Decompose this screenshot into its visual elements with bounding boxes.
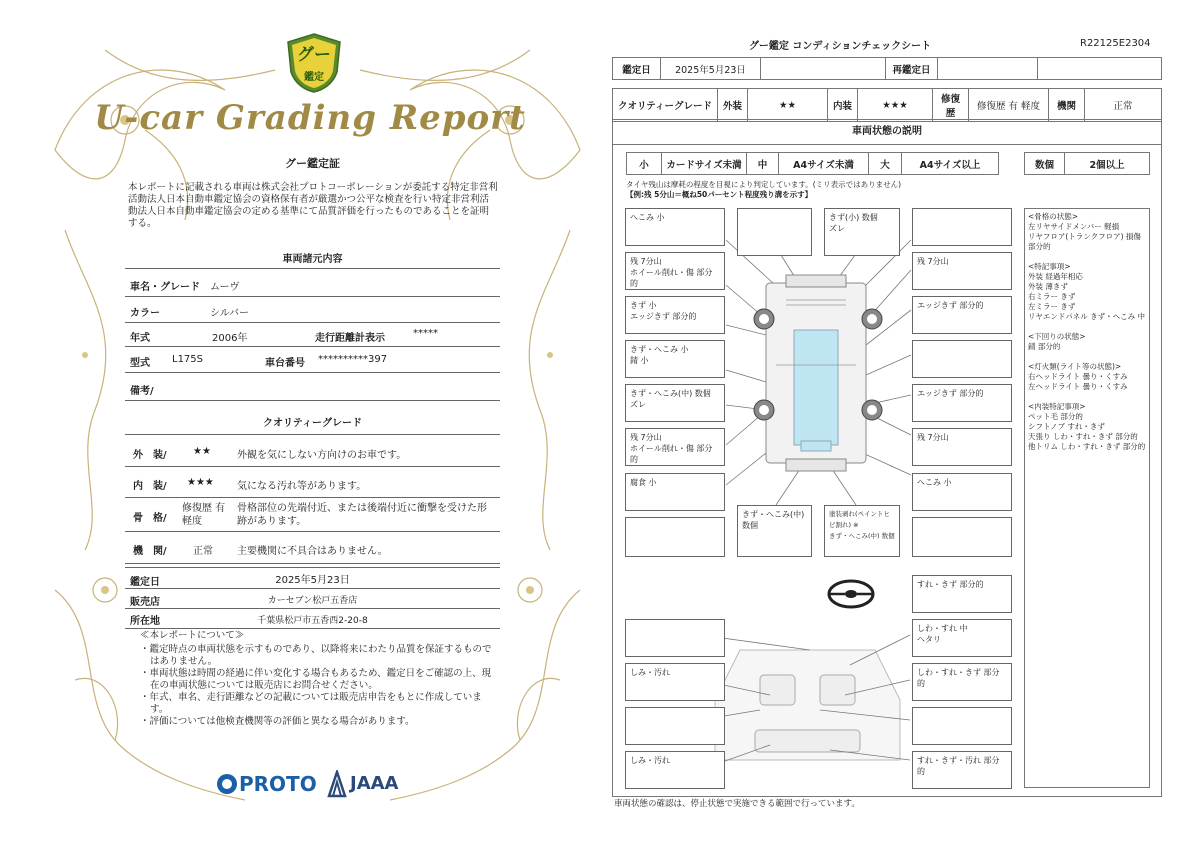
tire-legend xyxy=(626,180,901,200)
appraisal-value: 千葉県松戸市五香西2-20-8 xyxy=(257,616,368,626)
callout-driver-seat: しわ・すれ 中 ヘタリ xyxy=(912,619,1012,657)
condition-box-title: 車両状態の説明 xyxy=(612,119,1162,145)
blank-cell xyxy=(1038,58,1162,80)
divider xyxy=(125,268,500,269)
callout-rear-seat-right: すれ・きず・汚れ 部分的 xyxy=(912,751,1012,789)
appraisal-value: 2025年5月23日 xyxy=(275,575,350,586)
callout-top-2: きず(小) 数個 ズレ xyxy=(824,208,900,256)
spec-value-2: ***** xyxy=(413,328,438,339)
spec-value: L175S xyxy=(172,354,204,365)
reappraisal-label: 再鑑定日 xyxy=(886,58,938,80)
size-legend-table xyxy=(626,152,999,175)
callout-interior-right-4 xyxy=(912,707,1012,745)
callout-interior-left-1 xyxy=(625,619,725,657)
appraisal-label: 所在地 xyxy=(130,616,160,627)
appraisal-value: カーセブン松戸五香店 xyxy=(267,596,358,606)
quality-label: 骨 格/ xyxy=(133,513,167,524)
count-label: 数個 xyxy=(1025,153,1065,175)
exterior-value: ★★ xyxy=(748,89,828,122)
callout-front-right-tire: 残 7分山 xyxy=(912,252,1012,290)
certificate-text: 本レポートに記載される車両は株式会社プロトコーポレーションが委託する特定非営利活動法人日本自動車鑑定協会の資格保有者が厳選かつ公平な検査を行い特定非営利活動法人日本自動車鑑定協会の定める基準にて品質評価を行ったものであることを証明する。 xyxy=(128,182,498,229)
date-table xyxy=(612,57,1162,80)
quality-desc: 外観を気にしない方向けのお車です。 xyxy=(237,450,407,461)
spec-row-color xyxy=(125,297,500,323)
size-medium: 中 xyxy=(747,153,779,175)
repair-value: 修復歴 有 軽度 xyxy=(969,89,1049,122)
spec-value-2: **********397 xyxy=(318,354,388,365)
quality-desc: 気になる汚れ等があります。 xyxy=(237,481,367,492)
repair-label: 修復歴 xyxy=(933,89,969,122)
interior-label: 内装 xyxy=(828,89,858,122)
quality-desc: 主要機関に不具合はありません。 xyxy=(237,546,388,557)
spec-label: 備考/ xyxy=(130,386,154,397)
appraisal-date-row xyxy=(125,567,500,589)
sheet-footer: 車両状態の確認は、停止状態で実施できる範囲で行っています。 xyxy=(614,799,860,809)
callout-interior-left-3 xyxy=(625,707,725,745)
quality-row-interior xyxy=(125,467,500,498)
spec-row-name xyxy=(125,270,500,297)
quality-desc: 骨格部位の先端付近、または後端付近に衝撃を受けた形跡があります。 xyxy=(237,503,487,527)
grade-table xyxy=(612,88,1162,122)
proto-logo-icon xyxy=(215,772,239,796)
quality-grade-label: クオリティーグレード xyxy=(613,89,718,122)
spec-value: 2006年 xyxy=(212,333,248,344)
note-item: ・車両状態は時間の経過に伴い変化する場合もあるため、鑑定日をご確認の上、現在の車両状態については販売店にお問合せください。 xyxy=(140,668,492,691)
callout-front-right-fender: エッジきず 部分的 xyxy=(912,296,1012,334)
size-small-desc: カードサイズ未満 xyxy=(662,153,747,175)
quality-label: 機 関/ xyxy=(133,546,167,557)
appraisal-label: 販売店 xyxy=(130,597,160,608)
exterior-label: 外装 xyxy=(718,89,748,122)
callout-top-3 xyxy=(912,208,1012,246)
reappraisal-value xyxy=(938,58,1038,80)
count-legend-table xyxy=(1024,152,1150,175)
callout-left-rear-interior: しみ・汚れ xyxy=(625,751,725,789)
callout-left-front-door: きず・へこみ 小 錆 小 xyxy=(625,340,725,378)
callout-bottom-1 xyxy=(625,517,725,557)
quality-heading: クオリティーグレード xyxy=(263,418,362,429)
divider xyxy=(125,434,500,435)
quality-grade: 修復歴 有 軽度 xyxy=(182,503,226,527)
callout-bottom-4 xyxy=(912,517,1012,557)
report-notes xyxy=(140,630,495,728)
engine-value: 正常 xyxy=(1085,89,1162,122)
callout-bottom-3: 塗装剥れ(ペイントヒビ割れ) ※ きず・へこみ(中) 数個 xyxy=(824,505,900,557)
proto-logo-text: PROTO xyxy=(239,772,317,796)
quality-grade: ★★ xyxy=(193,446,211,457)
callout-steering: すれ・きず 部分的 xyxy=(912,575,1012,613)
callout-rear-right-tire: 残 7分山 xyxy=(912,428,1012,466)
size-large-desc: A4サイズ以上 xyxy=(902,153,999,175)
certificate-title: グー鑑定証 xyxy=(285,157,340,170)
spec-row-year xyxy=(125,323,500,347)
date-value: 2025年5月23日 xyxy=(661,58,761,80)
car-interior-diagram xyxy=(700,620,915,780)
specs-heading: 車両諸元内容 xyxy=(282,254,343,265)
spec-value: シルバー xyxy=(210,308,250,319)
blank-cell xyxy=(761,58,886,80)
quality-grade: ★★★ xyxy=(187,477,214,488)
spec-label: 型式 xyxy=(130,358,150,369)
callout-front-left-bumper: へこみ 小 xyxy=(625,208,725,246)
size-small: 小 xyxy=(627,153,662,175)
notes-title: ≪本レポートについて≫ xyxy=(140,630,245,641)
tire-legend-line-1: タイヤ残山は摩耗の程度を目視により判定しています。(ミリ表示ではありません) xyxy=(626,180,902,189)
spec-label-2: 車台番号 xyxy=(265,358,305,369)
size-medium-desc: A4サイズ未満 xyxy=(779,153,869,175)
note-item: ・評価については他検査機関等の評価と異なる場合があります。 xyxy=(140,716,415,727)
report-title: U-car Grading Report xyxy=(94,98,526,138)
callout-right-rear-door: エッジきず 部分的 xyxy=(912,384,1012,422)
spec-label: 年式 xyxy=(130,333,150,344)
quality-row-frame xyxy=(125,498,500,532)
spec-row-remarks xyxy=(125,373,500,401)
jaaa-logo-icon xyxy=(327,770,347,798)
size-large: 大 xyxy=(869,153,902,175)
sheet-id: R22125E2304 xyxy=(1080,38,1151,49)
sheet-title: グー鑑定 コンディションチェックシート xyxy=(748,41,932,52)
date-label: 鑑定日 xyxy=(613,58,661,80)
quality-row-engine xyxy=(125,532,500,564)
count-desc: 2個以上 xyxy=(1065,153,1150,175)
callout-rear-right-quarter: へこみ 小 xyxy=(912,473,1012,511)
callout-front-left-fender: きず 小 エッジきず 部分的 xyxy=(625,296,725,334)
steering-wheel-icon xyxy=(826,578,876,610)
callout-rear-left-tire: 残 7分山 ホイール削れ・傷 部分的 xyxy=(625,428,725,466)
badge-top-text: グー xyxy=(297,45,331,65)
goo-kantei-badge xyxy=(285,32,343,94)
note-item: ・年式、車名、走行距離などの記載については販売店申告をもとに作成しています。 xyxy=(140,692,482,715)
dealer-row xyxy=(125,589,500,609)
remarks-box: <骨格の状態> 左リヤサイドメンバー 軽損 リヤフロア(トランクフロア) 損傷 部分的 <特記事項> 外装 経過年相応 外装 薄きず 右ミラー きず 左ミラー きず リヤエンドパネル きず・へこみ 中 <下回りの状態> 錆 部分的 <灯火類(ライト等の状態)> 右ヘッドライト 曇り・くすみ 左ヘッドライト 曇り・くすみ <内装特記事項> ペット毛 部分的 シフトノブ すれ・きず 天張り しわ・すれ・きず 部分的 他トリム しわ・すれ・きず 部分的 xyxy=(1024,208,1150,788)
interior-value: ★★★ xyxy=(858,89,933,122)
callout-right-front-door xyxy=(912,340,1012,378)
spec-value: ムーヴ xyxy=(210,282,240,293)
spec-label: 車名・グレード xyxy=(130,282,200,293)
footer-logos xyxy=(215,770,415,800)
quality-label: 内 装/ xyxy=(133,481,167,492)
callout-rear-left-quarter: 腐食 小 xyxy=(625,473,725,511)
quality-label: 外 装/ xyxy=(133,450,167,461)
callout-bottom-2: きず・へこみ(中) 数個 xyxy=(737,505,812,557)
callout-top-1 xyxy=(737,208,812,256)
engine-label: 機関 xyxy=(1049,89,1085,122)
badge-bottom-text: 鑑定 xyxy=(304,72,324,83)
quality-grade: 正常 xyxy=(193,546,213,557)
quality-row-exterior xyxy=(125,436,500,467)
appraisal-label: 鑑定日 xyxy=(130,577,160,588)
spec-label: カラー xyxy=(130,308,160,319)
note-item: ・鑑定時点の車両状態を示すものであり、以降将来にわたり品質を保証するものではありません。 xyxy=(140,644,492,667)
jaaa-logo-text: JAAA xyxy=(350,773,399,794)
spec-label-2: 走行距離計表示 xyxy=(315,333,385,344)
callout-left-front-interior: しみ・汚れ xyxy=(625,663,725,701)
callout-front-left-tire: 残 7分山 ホイール削れ・傷 部分的 xyxy=(625,252,725,290)
address-row xyxy=(125,609,500,629)
spec-row-model xyxy=(125,347,500,373)
callout-passenger-seat: しわ・すれ・きず 部分的 xyxy=(912,663,1012,701)
callout-left-rear-door: きず・へこみ(中) 数個 ズレ xyxy=(625,384,725,422)
tire-legend-line-2: 【例:残 5分山＝概ね50パーセント程度残り溝を示す】 xyxy=(626,190,813,199)
